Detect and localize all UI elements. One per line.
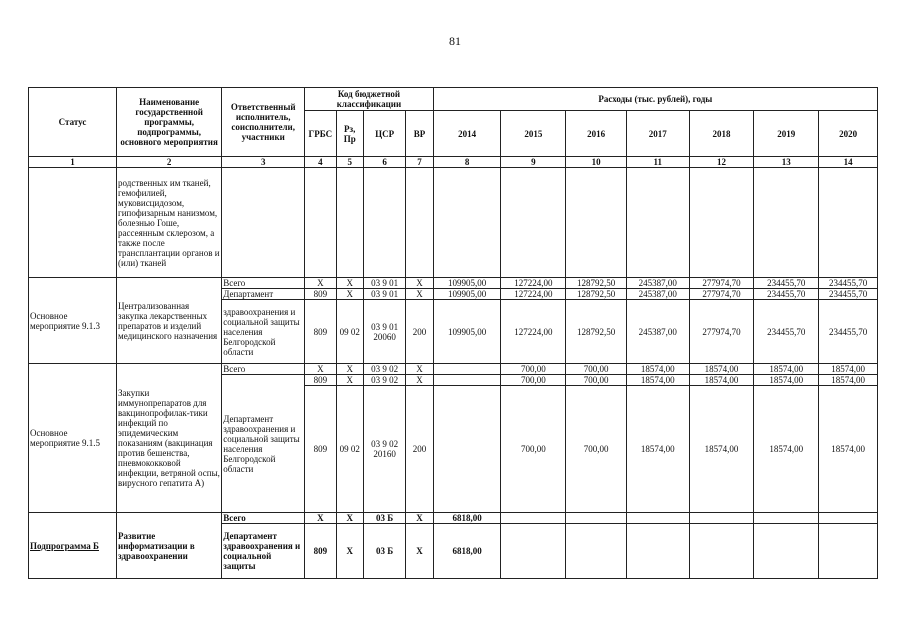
cell-vr: Х [406,513,433,524]
header-year: 2016 [566,111,627,157]
cell-grbs: Х [305,278,336,289]
total-label: Всего [222,513,305,524]
cell-2014 [433,375,501,386]
column-number: 4 [305,157,336,168]
cell-2019 [754,524,819,579]
cell-vr: 200 [406,386,433,513]
cell-vr: Х [406,524,433,579]
cell-2014: 6818,00 [433,513,501,524]
column-number: 10 [566,157,627,168]
cell-vr: Х [406,375,433,386]
cell-2019: 234455,70 [754,289,819,300]
cell-2016: 700,00 [566,386,627,513]
cell-2014 [433,364,501,375]
table-row [29,278,878,289]
cell-vr: Х [406,364,433,375]
cell-2014: 6818,00 [433,524,501,579]
cell-2014: 109905,00 [433,278,501,289]
cell-2017 [626,524,689,579]
cell-2014 [433,386,501,513]
cell-rzpr: 09 02 [336,300,363,364]
cell-2014: 109905,00 [433,300,501,364]
header-csr: ЦСР [363,111,405,157]
header-rzpr: Рз, Пр [336,111,363,157]
cell-2020 [819,524,878,579]
cell-2017: 245387,00 [626,289,689,300]
cell-2015: 700,00 [501,386,566,513]
cell-grbs: 809 [305,300,336,364]
cell-rzpr: Х [336,513,363,524]
cell-2014: 109905,00 [433,289,501,300]
cell-2018: 18574,00 [689,386,754,513]
cell-2016: 700,00 [566,364,627,375]
cell-2016: 128792,50 [566,278,627,289]
column-number: 9 [501,157,566,168]
status-cell: Основное мероприятие 9.1.5 [29,364,117,513]
cell-2016 [566,513,627,524]
cell-csr: 03 9 02 [363,364,405,375]
cell-csr: 03 9 02 20160 [363,386,405,513]
cell-2018 [689,513,754,524]
cell-2015: 700,00 [501,364,566,375]
cell-2015 [501,524,566,579]
cell-csr: 03 9 02 [363,375,405,386]
column-number: 14 [819,157,878,168]
cell-2015: 127224,00 [501,300,566,364]
cell-2018: 18574,00 [689,364,754,375]
column-number: 11 [626,157,689,168]
cell-grbs: Х [305,364,336,375]
header-year: 2018 [689,111,754,157]
continuation-name: родственных им тканей, гемофилией, муковисцидозом, гипофизарным нанизмом, болезнью Гоше, рассеянным склерозом, а также после трансплантации органов и (или) тканей [117,168,222,278]
cell-2019: 234455,70 [754,300,819,364]
total-label: Всего [222,364,305,375]
cell-csr: 03 9 01 20060 [363,300,405,364]
cell-2017: 245387,00 [626,278,689,289]
table-row [29,513,878,524]
column-number: 13 [754,157,819,168]
cell-2018: 277974,70 [689,289,754,300]
cell-2016: 128792,50 [566,300,627,364]
executor-short: Департамент [222,289,305,300]
cell-2020: 18574,00 [819,375,878,386]
cell-rzpr: 09 02 [336,386,363,513]
cell-vr: Х [406,289,433,300]
executor-full: Департамент здравоохранения и социальной защиты [222,524,305,579]
cell-2020 [819,513,878,524]
cell-grbs: 809 [305,375,336,386]
header-grbs: ГРБС [305,111,336,157]
cell-2019 [754,513,819,524]
cell-2016 [566,524,627,579]
header-expenses: Расходы (тыс. рублей), годы [433,88,877,111]
column-number: 6 [363,157,405,168]
status-cell: Основное мероприятие 9.1.3 [29,278,117,364]
cell-2017: 245387,00 [626,300,689,364]
column-number: 7 [406,157,433,168]
cell-2019: 234455,70 [754,278,819,289]
cell-2020: 18574,00 [819,364,878,375]
cell-2019: 18574,00 [754,386,819,513]
cell-grbs: 809 [305,289,336,300]
status-cell: Подпрограмма Б [29,513,117,579]
cell-2018: 277974,70 [689,300,754,364]
measure-name: Развитие информатизации в здравоохранении [117,513,222,579]
column-number: 8 [433,157,501,168]
header-name: Наименование государственной программы, подпрограммы, основного мероприятия [117,88,222,157]
column-number: 12 [689,157,754,168]
cell-csr: 03 Б [363,513,405,524]
budget-table [28,87,878,579]
cell-2020: 234455,70 [819,289,878,300]
cell-2020: 234455,70 [819,300,878,364]
cell-2019: 18574,00 [754,364,819,375]
cell-grbs: 809 [305,524,336,579]
header-budget-code: Код бюджетной классификации [305,88,434,111]
total-label: Всего [222,278,305,289]
table-row [29,364,878,375]
column-number: 3 [222,157,305,168]
cell-2016: 700,00 [566,375,627,386]
cell-csr: 03 9 01 [363,289,405,300]
executor-full: Департамент здравоохранения и социальной защиты населения Белгородской области [222,375,305,513]
cell-2017: 18574,00 [626,364,689,375]
column-number: 2 [117,157,222,168]
cell-csr: 03 Б [363,524,405,579]
cell-2015: 127224,00 [501,289,566,300]
header-executor: Ответственный исполнитель, соисполнители, участники [222,88,305,157]
cell-2018 [689,524,754,579]
cell-2015 [501,513,566,524]
header-year: 2014 [433,111,501,157]
table-row [29,168,878,278]
cell-2017: 18574,00 [626,375,689,386]
cell-2018: 18574,00 [689,375,754,386]
cell-2020: 18574,00 [819,386,878,513]
cell-2020: 234455,70 [819,278,878,289]
cell-csr: 03 9 01 [363,278,405,289]
cell-rzpr: Х [336,289,363,300]
cell-2015: 700,00 [501,375,566,386]
column-number: 5 [336,157,363,168]
header-year: 2015 [501,111,566,157]
cell-grbs: 809 [305,386,336,513]
cell-rzpr: Х [336,278,363,289]
cell-rzpr: Х [336,524,363,579]
header-year: 2017 [626,111,689,157]
cell-rzpr: Х [336,364,363,375]
executor-full: здравоохранения и социальной защиты населения Белгородской области [222,300,305,364]
cell-2017 [626,513,689,524]
cell-2017: 18574,00 [626,386,689,513]
header-year: 2019 [754,111,819,157]
cell-2016: 128792,50 [566,289,627,300]
measure-name: Закупки иммунопрепаратов для вакцинопрофилак-тики инфекций по эпидемическим показаниям (вакцинация против бешенства, пневмококковой инфекции, ветряной оспы, вирусного гепатита А) [117,364,222,513]
cell-grbs: Х [305,513,336,524]
cell-2018: 277974,70 [689,278,754,289]
header-vr: ВР [406,111,433,157]
cell-2019: 18574,00 [754,375,819,386]
cell-vr: 200 [406,300,433,364]
header-status: Статус [29,88,117,157]
cell-vr: Х [406,278,433,289]
header-year: 2020 [819,111,878,157]
page-number: 81 [449,34,461,48]
cell-2015: 127224,00 [501,278,566,289]
cell-rzpr: Х [336,375,363,386]
column-number: 1 [29,157,117,168]
measure-name: Централизованная закупка лекарственных препаратов и изделий медицинского назначения [117,278,222,364]
